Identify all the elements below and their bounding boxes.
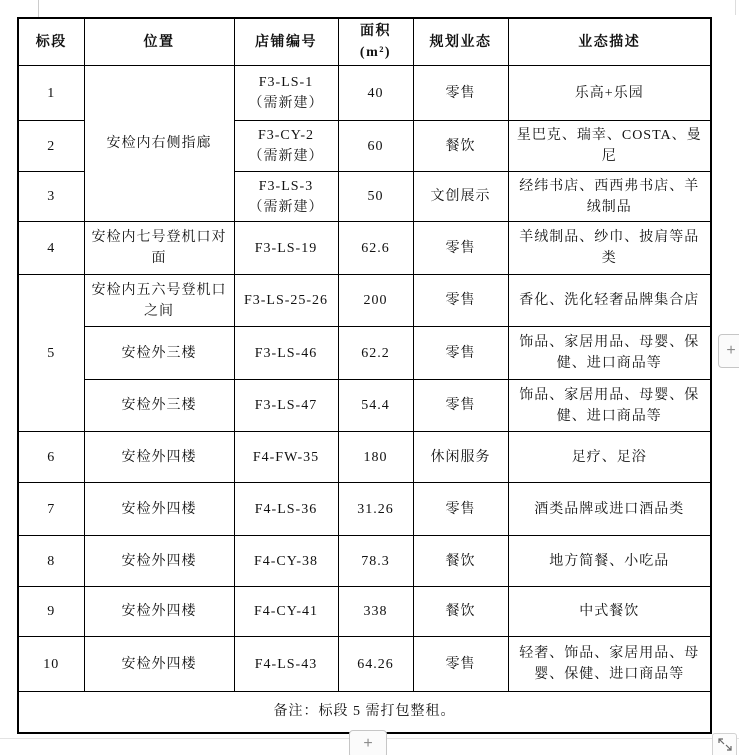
shop-note: （需新建） [248,96,324,111]
shop-note: （需新建） [248,149,324,164]
cell-area[interactable]: 40 [338,66,413,121]
cell-location[interactable]: 安检外四楼 [84,637,234,692]
cell-shop[interactable]: F4-CY-41 [234,587,338,637]
cell-location[interactable]: 安检内五六号登机口之间 [84,275,234,327]
cell-section[interactable]: 7 [18,483,84,536]
cell-section[interactable]: 10 [18,637,84,692]
header-area-line1: 面积 [360,24,391,39]
cell-shop[interactable]: F3-LS-19 [234,222,338,275]
cell-shop[interactable]: F3-LS-47 [234,380,338,432]
shop-code: F3-LS-1 [258,75,314,90]
cell-type[interactable]: 休闲服务 [413,432,508,483]
cell-type[interactable]: 餐饮 [413,587,508,637]
cell-location[interactable]: 安检外三楼 [84,380,234,432]
cell-desc[interactable]: 地方简餐、小吃品 [508,536,711,587]
table-resize-handle[interactable] [712,733,737,755]
table-row [18,66,711,121]
table-row [18,327,711,380]
cell-shop[interactable]: F4-FW-35 [234,432,338,483]
cell-section[interactable]: 6 [18,432,84,483]
cell-area[interactable]: 31.26 [338,483,413,536]
cell-desc[interactable]: 经纬书店、西西弗书店、羊绒制品 [508,172,711,222]
cell-area[interactable]: 62.6 [338,222,413,275]
cell-desc[interactable]: 饰品、家居用品、母婴、保健、进口商品等 [508,327,711,380]
cell-type[interactable]: 零售 [413,275,508,327]
table-row [18,222,711,275]
cell-desc[interactable]: 羊绒制品、纱巾、披肩等品类 [508,222,711,275]
cell-area[interactable]: 78.3 [338,536,413,587]
cell-section[interactable]: 3 [18,172,84,222]
header-area[interactable] [338,18,413,66]
cell-location[interactable]: 安检外三楼 [84,327,234,380]
bid-sections-table [17,17,712,734]
plus-icon: + [363,735,373,752]
cell-area[interactable]: 62.2 [338,327,413,380]
cell-area[interactable]: 200 [338,275,413,327]
table-row [18,483,711,536]
cell-shop[interactable] [234,121,338,172]
bid-table-container [17,17,712,734]
header-section[interactable]: 标段 [18,18,84,66]
cell-area[interactable]: 338 [338,587,413,637]
cell-area[interactable]: 64.26 [338,637,413,692]
cell-location[interactable]: 安检外四楼 [84,483,234,536]
table-row [18,380,711,432]
cell-location-merged[interactable]: 安检内右侧指廊 [84,66,234,222]
header-location[interactable]: 位置 [84,18,234,66]
cell-type[interactable]: 文创展示 [413,172,508,222]
cell-location[interactable]: 安检内七号登机口对面 [84,222,234,275]
cell-type[interactable]: 零售 [413,380,508,432]
cell-shop[interactable]: F3-LS-25-26 [234,275,338,327]
cell-type[interactable]: 零售 [413,66,508,121]
table-row [18,275,711,327]
header-desc[interactable]: 业态描述 [508,18,711,66]
shop-code: F3-CY-2 [257,128,314,143]
column-guide-tick-right [735,0,736,15]
cell-area[interactable]: 50 [338,172,413,222]
header-row [18,18,711,66]
plus-icon: + [726,342,736,359]
cell-type[interactable]: 餐饮 [413,121,508,172]
cell-shop[interactable]: F3-LS-46 [234,327,338,380]
header-area-line2: (m²) [359,45,392,60]
cell-section[interactable]: 9 [18,587,84,637]
cell-desc[interactable]: 乐高+乐园 [508,66,711,121]
table-row [18,536,711,587]
cell-section[interactable]: 1 [18,66,84,121]
cell-area[interactable]: 60 [338,121,413,172]
add-column-button[interactable] [718,334,739,368]
table-row [18,587,711,637]
column-guide-tick-left [38,0,39,17]
table-row [18,432,711,483]
header-shop-no[interactable]: 店铺编号 [234,18,338,66]
cell-shop[interactable] [234,172,338,222]
cell-desc[interactable]: 星巴克、瑞幸、COSTA、曼尼 [508,121,711,172]
cell-section-merged[interactable]: 5 [18,275,84,432]
cell-desc[interactable]: 香化、洗化轻奢品牌集合店 [508,275,711,327]
cell-desc[interactable]: 饰品、家居用品、母婴、保健、进口商品等 [508,380,711,432]
note-cell[interactable]: 备注：标段 5 需打包整租。 [18,692,711,733]
cell-type[interactable]: 零售 [413,327,508,380]
cell-location[interactable]: 安检外四楼 [84,432,234,483]
cell-section[interactable]: 4 [18,222,84,275]
cell-desc[interactable]: 轻奢、饰品、家居用品、母婴、保健、进口商品等 [508,637,711,692]
shop-code: F3-LS-3 [258,178,314,194]
cell-shop[interactable]: F4-CY-38 [234,536,338,587]
cell-type[interactable]: 餐饮 [413,536,508,587]
cell-desc[interactable]: 足疗、足浴 [508,432,711,483]
cell-section[interactable]: 2 [18,121,84,172]
cell-desc[interactable]: 中式餐饮 [508,587,711,637]
cell-location[interactable]: 安检外四楼 [84,587,234,637]
cell-type[interactable]: 零售 [413,637,508,692]
cell-location[interactable]: 安检外四楼 [84,536,234,587]
cell-shop[interactable]: F4-LS-36 [234,483,338,536]
cell-shop[interactable]: F4-LS-43 [234,637,338,692]
add-row-button[interactable] [349,730,387,755]
cell-type[interactable]: 零售 [413,222,508,275]
cell-area[interactable]: 54.4 [338,380,413,432]
cell-shop[interactable] [234,66,338,121]
cell-area[interactable]: 180 [338,432,413,483]
table-row [18,637,711,692]
note-row [18,692,711,733]
cell-section[interactable]: 8 [18,536,84,587]
header-type[interactable]: 规划业态 [413,18,508,66]
cell-desc[interactable]: 酒类品牌或进口酒品类 [508,483,711,536]
diagonal-resize-icon [716,736,733,755]
shop-note: （需新建） [248,199,324,215]
cell-type[interactable]: 零售 [413,483,508,536]
